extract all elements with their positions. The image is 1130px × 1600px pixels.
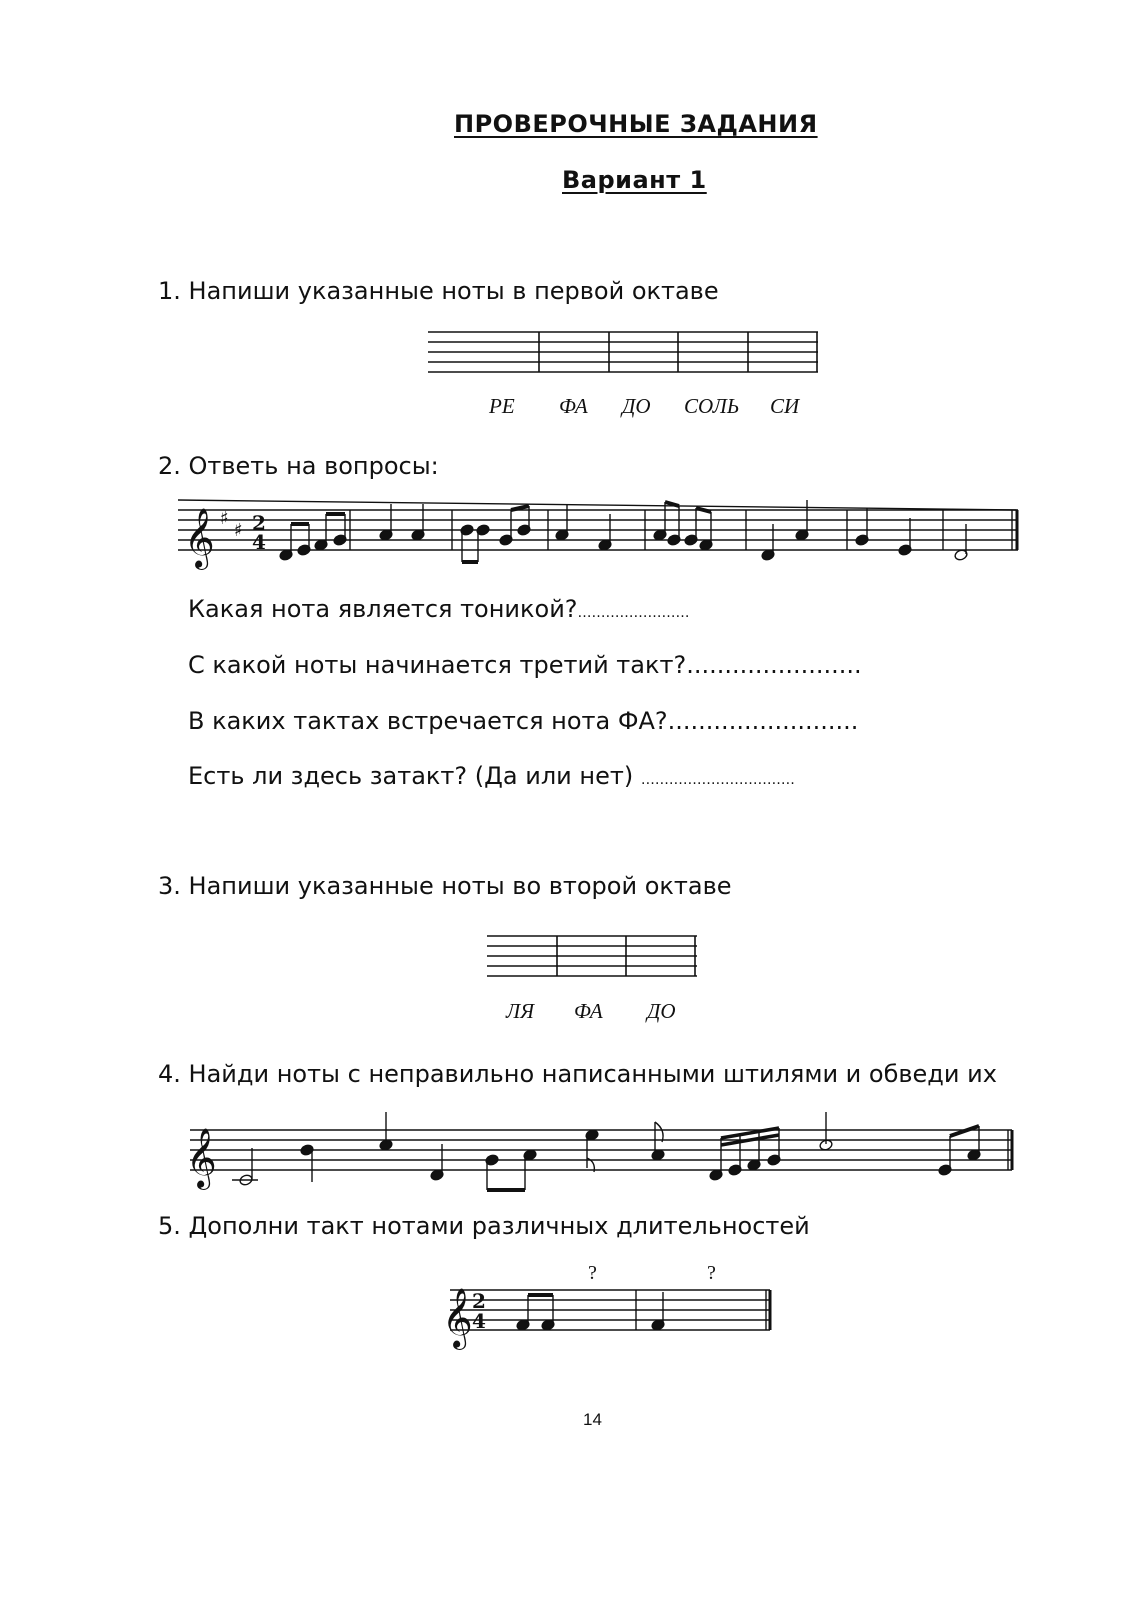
question-text: Есть ли здесь затакт? (Да или нет)	[188, 762, 634, 790]
page-title: ПРОВЕРОЧНЫЕ ЗАДАНИЯ	[454, 110, 818, 138]
question-anacrusis	[188, 762, 795, 790]
question-tonic	[188, 595, 690, 623]
svg-text:4: 4	[472, 1309, 486, 1333]
treble-clef-icon: 𝄞	[186, 1128, 217, 1188]
page-number: 14	[583, 1410, 602, 1429]
answer-blank[interactable]: .........................	[667, 707, 859, 735]
question-text: В каких тактах встречается нота ФА?	[188, 707, 668, 735]
note-label: ДО	[647, 999, 676, 1023]
task-1-empty-staff	[428, 330, 820, 376]
answer-blank[interactable]: ……………………………	[640, 772, 795, 788]
task-2-prompt: 2. Ответь на вопросы:	[158, 452, 439, 480]
task-5-prompt: 5. Дополни такт нотами различных длительностей	[158, 1212, 810, 1240]
task-1-prompt: 1. Напиши указанные ноты в первой октаве	[158, 277, 719, 305]
question-mark: ?	[707, 1262, 716, 1284]
svg-text:2: 2	[252, 511, 266, 535]
task-4-prompt: 4. Найди ноты с неправильно написанными штилями и обведи их	[158, 1060, 997, 1088]
treble-clef-icon: 𝄞	[184, 508, 215, 568]
sharp-icon: ♯	[234, 520, 243, 541]
sharp-icon: ♯	[220, 508, 229, 529]
note-label: ДО	[622, 394, 651, 418]
task-2-melody-staff	[178, 500, 1028, 580]
question-text: С какой ноты начинается третий такт?	[188, 651, 687, 679]
note-label: ЛЯ	[506, 999, 535, 1023]
task-3-empty-staff	[487, 934, 699, 980]
note-label: СОЛЬ	[684, 394, 740, 418]
note-label: СИ	[770, 394, 800, 418]
question-text: Какая нота является тоникой?	[188, 595, 578, 623]
svg-text:4: 4	[252, 530, 266, 554]
variant-heading: Вариант 1	[562, 166, 707, 194]
task-3-prompt: 3. Напиши указанные ноты во второй октаве	[158, 872, 732, 900]
treble-clef-icon: 𝄞	[442, 1288, 473, 1348]
question-mark: ?	[588, 1262, 597, 1284]
task-4-stems-staff	[186, 1120, 1020, 1200]
answer-blank[interactable]: ……………………	[577, 605, 690, 621]
answer-blank[interactable]: .......................	[686, 651, 862, 679]
note-label: ФА	[559, 394, 588, 418]
question-fa-measures	[188, 707, 858, 735]
question-third-measure	[188, 651, 862, 679]
svg-text:2: 2	[472, 1289, 486, 1313]
note-label: РЕ	[489, 394, 515, 418]
note-label: ФА	[574, 999, 603, 1023]
task-5-rhythm-staff	[442, 1280, 780, 1350]
